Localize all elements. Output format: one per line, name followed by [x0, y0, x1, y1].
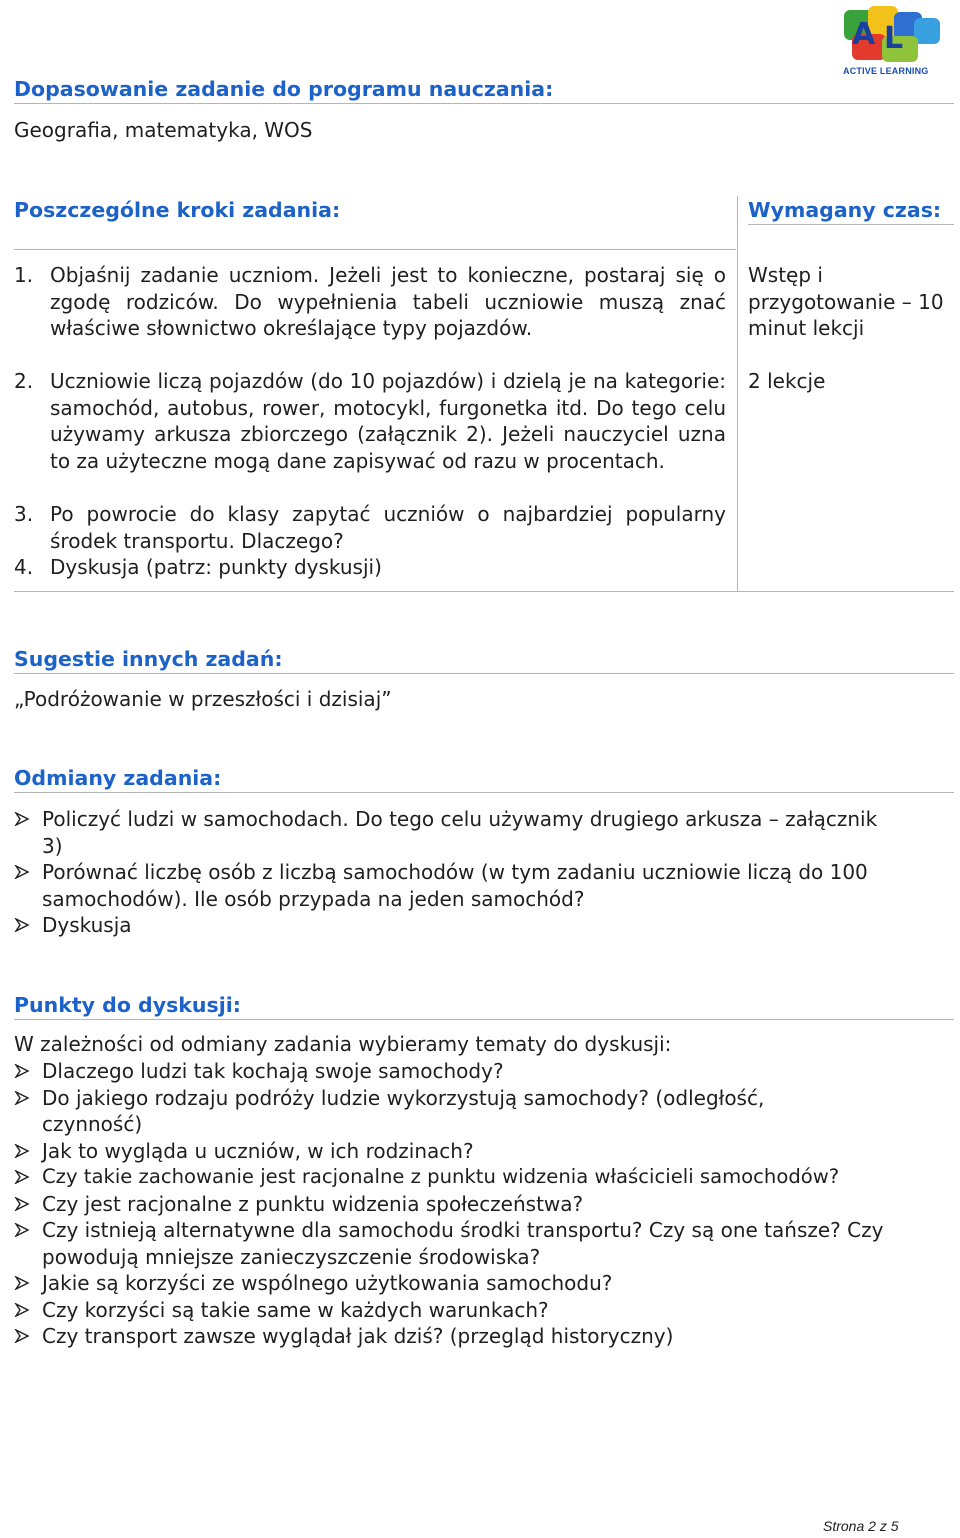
list-item: Czy korzyści są takie same w każdych warunkach? — [14, 1297, 944, 1324]
step-text: Objaśnij zadanie uczniom. Jeżeli jest to konieczne, postaraj się o zgodę rodziców. Do wypełnienia tabeli uczniowie muszą znać właściwe słownictwo określające typy pojazdów. — [50, 263, 726, 340]
curriculum-subjects: Geografia, matematyka, WOS — [14, 118, 313, 142]
steps-heading-rule — [14, 249, 736, 250]
logo-text: ACTIVE LEARNING — [843, 66, 929, 76]
list-item: Jak to wygląda u uczniów, w ich rodzinach? — [14, 1138, 944, 1165]
step-text: Dyskusja (patrz: punkty dyskusji) — [50, 555, 382, 579]
discussion-heading: Punkty do dyskusji: — [14, 992, 954, 1020]
arrow-bullet-icon — [14, 1064, 30, 1078]
arrow-bullet-icon — [14, 1276, 30, 1290]
list-item: Czy jest racjonalne z punktu widzenia społeczeństwa? — [14, 1191, 944, 1218]
step-item — [14, 262, 726, 342]
step-text: Po powrocie do klasy zapytać uczniów o najbardziej popularny środek transportu. Dlaczego? — [50, 502, 726, 553]
svg-text:L: L — [884, 21, 904, 56]
arrow-bullet-icon — [14, 1144, 30, 1158]
arrow-bullet-icon — [14, 918, 30, 932]
list-item: Jakie są korzyści ze wspólnego użytkowania samochodu? — [14, 1270, 944, 1297]
steps-heading: Poszczególne kroki zadania: — [14, 198, 341, 222]
svg-text:A: A — [852, 17, 876, 52]
time-heading: Wymagany czas: — [748, 197, 954, 225]
step-item — [14, 554, 726, 581]
suggestions-heading: Sugestie innych zadań: — [14, 646, 954, 674]
time-lessons: 2 lekcje — [748, 369, 826, 393]
step-number: 2. — [14, 369, 34, 393]
arrow-bullet-icon — [14, 812, 30, 826]
list-item: Do jakiego rodzaju podróży ludzie wykorzystują samochody? (odległość, czynność) — [14, 1085, 944, 1138]
list-item: Dyskusja — [14, 912, 904, 939]
suggestions-text: „Podróżowanie w przeszłości i dzisiaj” — [14, 687, 392, 711]
steps-bottom-rule — [14, 591, 954, 592]
list-item: Czy transport zawsze wyglądał jak dziś? (przegląd historyczny) — [14, 1323, 944, 1350]
discussion-intro: W zależności od odmiany zadania wybieramy tematy do dyskusji: — [14, 1032, 672, 1056]
curriculum-heading: Dopasowanie zadanie do programu nauczania: — [14, 76, 954, 104]
discussion-list — [14, 1058, 944, 1350]
page-number: Strona 2 z 5 — [823, 1518, 899, 1534]
variants-heading: Odmiany zadania: — [14, 765, 954, 793]
list-item: Czy takie zachowanie jest racjonalne z punktu widzenia właścicieli samochodów? — [14, 1164, 944, 1191]
column-divider — [737, 196, 738, 592]
arrow-bullet-icon — [14, 1197, 30, 1211]
arrow-bullet-icon — [14, 1170, 30, 1184]
list-item: Dlaczego ludzi tak kochają swoje samochody? — [14, 1058, 944, 1085]
step-item — [14, 368, 726, 474]
time-intro: Wstęp i przygotowanie – 10 minut lekcji — [748, 263, 944, 340]
step-number: 4. — [14, 555, 34, 579]
variants-list — [14, 806, 904, 939]
step-item — [14, 501, 726, 554]
list-item: Czy istnieją alternatywne dla samochodu środki transportu? Czy są one tańsze? Czy powodują mniejsze zanieczyszczenie środowiska? — [14, 1217, 944, 1270]
list-item: Policzyć ludzi w samochodach. Do tego celu używamy drugiego arkusza – załącznik 3) — [14, 806, 904, 859]
arrow-bullet-icon — [14, 1303, 30, 1317]
step-number: 1. — [14, 263, 34, 287]
arrow-bullet-icon — [14, 1091, 30, 1105]
step-number: 3. — [14, 502, 34, 526]
arrow-bullet-icon — [14, 865, 30, 879]
arrow-bullet-icon — [14, 1223, 30, 1237]
arrow-bullet-icon — [14, 1329, 30, 1343]
list-item: Porównać liczbę osób z liczbą samochodów (w tym zadaniu uczniowie liczą do 100 samochodów). Ile osób przypada na jeden samochód? — [14, 859, 904, 912]
step-text: Uczniowie liczą pojazdów (do 10 pojazdów) i dzielą je na kategorie: samochód, autobus, rower, motocykl, furgonetka itd. Do tego celu używamy arkusza zbiorczego (załącznik 2). Jeżeli nauczyciel uzna to za użyteczne mogą dane zapisywać od razu w procentach. — [50, 369, 726, 473]
